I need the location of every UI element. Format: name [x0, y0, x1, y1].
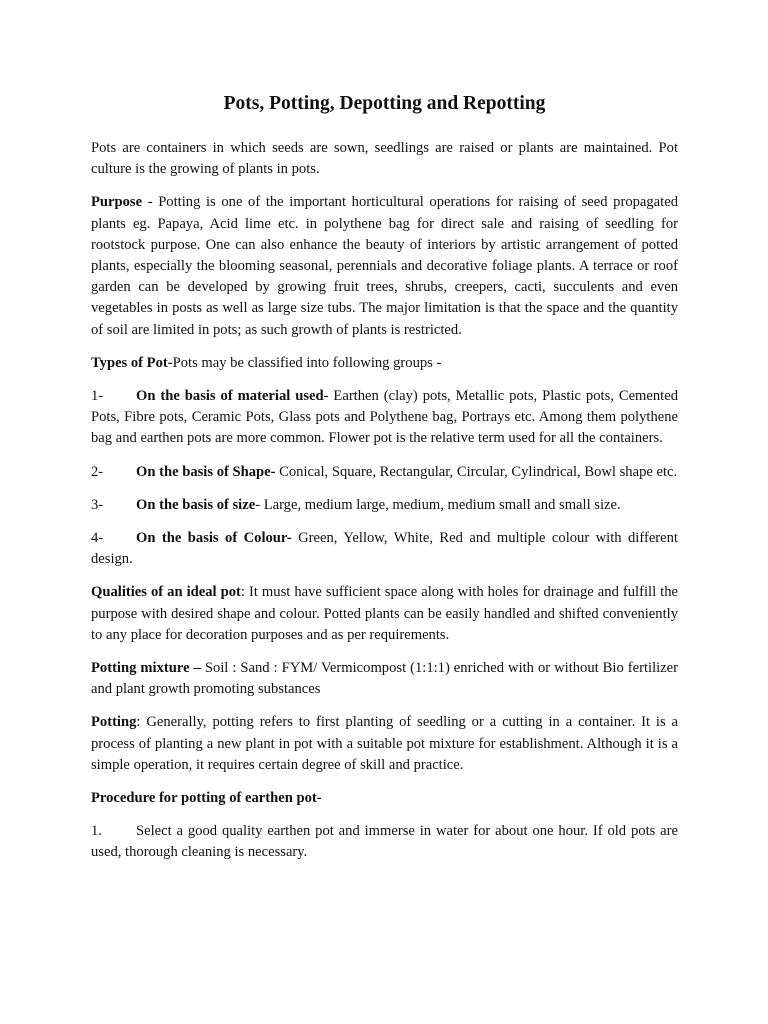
basis-label: On the basis of Shape-: [136, 463, 276, 480]
basis-item-1: [91, 386, 678, 450]
basis-number: 1-: [91, 388, 104, 405]
basis-text: Conical, Square, Rectangular, Circular, Cylindrical, Bowl shape etc.: [275, 463, 678, 480]
basis-label: On the basis of size: [136, 496, 256, 513]
basis-label: On the basis of Colour-: [136, 530, 292, 547]
procedure-step-1: [91, 821, 678, 863]
basis-text: - Large, medium large, medium, medium small and small size.: [255, 496, 621, 513]
mixture-paragraph: [91, 658, 678, 700]
mixture-label: Potting mixture –: [91, 660, 201, 677]
basis-item-3: [91, 495, 678, 516]
mixture-text: Soil : Sand : FYM/ Vermicompost (1:1:1) enriched with or without Bio fertilizer and plant growth promoting substances: [91, 660, 678, 698]
basis-number: 2-: [91, 463, 104, 480]
step-text: Select a good quality earthen pot and immerse in water for about one hour. If old pots are used, thorough cleaning is necessary.: [91, 823, 678, 861]
potting-text: : Generally, potting refers to first planting of seedling or a cutting in a container. It is a process of planting a new plant in pot with a suitable pot mixture for establishment. Although it is a simple operation, it requires certain degree of skill and practice.: [91, 714, 678, 773]
basis-number: 4-: [91, 530, 104, 547]
purpose-paragraph: [91, 192, 678, 340]
basis-text: Green, Yellow, White, Red and multiple colour with different design.: [91, 530, 678, 568]
potting-paragraph: [91, 712, 678, 776]
qualities-paragraph: [91, 582, 678, 646]
purpose-label: Purpose: [91, 194, 143, 211]
purpose-text: - Potting is one of the important horticultural operations for raising of seed propagated plants eg. Papaya, Acid lime etc. in polythene bag for direct sale and raising of seedling for rootstock purpose. One can also enhance the beauty of interiors by artistic arrangement of potted plants, especially the blooming seasonal, perennials and decorative foliage plants. A terrace or roof garden can be developed by growing fruit trees, shrubs, creepers, cacti, succulents and even vegetables in posts as well as large size tubs. The major limitation is that the space and the quantity of soil are limited in pots; as such growth of plants is restricted.: [91, 194, 678, 338]
types-text: Pots may be classified into following groups -: [172, 354, 442, 371]
types-paragraph: [91, 353, 678, 374]
page-title: Pots, Potting, Depotting and Repotting: [223, 93, 546, 114]
intro-paragraph: Pots are containers in which seeds are sown, seedlings are raised or plants are maintained. Pot culture is the growing of plants in pots.: [91, 140, 678, 178]
step-number: 1.: [91, 823, 102, 840]
basis-label: On the basis of material used: [136, 388, 324, 405]
qualities-text: : It must have sufficient space along with holes for drainage and fulfill the purpose with desired shape and colour. Potted plants can be easily handled and shifted conveniently to any place for decoration purposes and as per requirements.: [91, 584, 678, 643]
potting-label: Potting: [91, 714, 137, 731]
basis-number: 3-: [91, 496, 104, 513]
types-label: Types of Pot-: [91, 354, 173, 371]
procedure-heading: Procedure for potting of earthen pot-: [91, 790, 322, 807]
basis-item-2: [91, 462, 678, 483]
basis-item-4: [91, 528, 678, 570]
basis-text: - Earthen (clay) pots, Metallic pots, Plastic pots, Cemented Pots, Fibre pots, Ceramic Pots, Glass pots and Polythene bag, Portrays etc. Among them polythene bag and earthen pots are more common. Flower pot is the relative term used for all the containers.: [91, 388, 678, 447]
qualities-label: Qualities of an ideal pot: [91, 584, 241, 601]
